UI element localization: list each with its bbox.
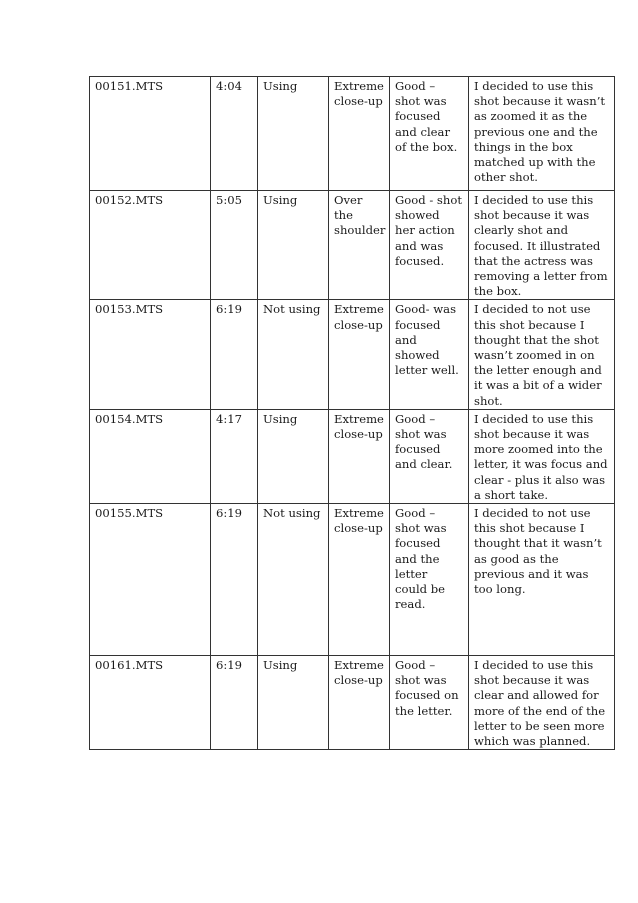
usage-status-cell: Not using (258, 504, 329, 656)
usage-status-cell: Using (258, 409, 329, 503)
file-name-cell: 00152.MTS (90, 191, 211, 300)
quality-cell: Good – shot was focused on the letter. (390, 656, 469, 750)
shot-type-cell: Extreme close-up (329, 504, 390, 656)
duration-cell: 6:19 (211, 504, 258, 656)
reason-cell: I decided to not use this shot because I thought that the shot wasn’t zoomed in on the letter enough and it was a bit of a wider shot. (469, 300, 615, 409)
table-row (90, 409, 615, 503)
duration-cell: 6:19 (211, 656, 258, 750)
duration-cell: 5:05 (211, 191, 258, 300)
table-row (90, 300, 615, 409)
quality-cell: Good – shot was focused and clear. (390, 409, 469, 503)
quality-cell: Good - shot showed her action and was focused. (390, 191, 469, 300)
usage-status-cell: Using (258, 191, 329, 300)
reason-cell: I decided to not use this shot because I thought that it wasn’t as good as the previous and it was too long. (469, 504, 615, 656)
quality-cell: Good- was focused and showed letter well. (390, 300, 469, 409)
file-name-cell: 00151.MTS (90, 77, 211, 191)
file-name-cell: 00155.MTS (90, 504, 211, 656)
quality-cell: Good – shot was focused and clear of the box. (390, 77, 469, 191)
shot-type-cell: Extreme close-up (329, 409, 390, 503)
reason-cell: I decided to use this shot because it wasn’t as zoomed it as the previous one and the things in the box matched up with the other shot. (469, 77, 615, 191)
footage-log-table (89, 76, 615, 750)
usage-status-cell: Using (258, 656, 329, 750)
table-row (90, 191, 615, 300)
usage-status-cell: Using (258, 77, 329, 191)
file-name-cell: 00154.MTS (90, 409, 211, 503)
reason-cell: I decided to use this shot because it was more zoomed into the letter, it was focus and clear - plus it also was a short take. (469, 409, 615, 503)
shot-type-cell: Over the shoulder (329, 191, 390, 300)
duration-cell: 6:19 (211, 300, 258, 409)
file-name-cell: 00161.MTS (90, 656, 211, 750)
table-row (90, 504, 615, 656)
usage-status-cell: Not using (258, 300, 329, 409)
table-row (90, 656, 615, 750)
shot-type-cell: Extreme close-up (329, 77, 390, 191)
shot-type-cell: Extreme close-up (329, 656, 390, 750)
table-row (90, 77, 615, 191)
shot-type-cell: Extreme close-up (329, 300, 390, 409)
file-name-cell: 00153.MTS (90, 300, 211, 409)
duration-cell: 4:17 (211, 409, 258, 503)
quality-cell: Good – shot was focused and the letter could be read. (390, 504, 469, 656)
reason-cell: I decided to use this shot because it was clearly shot and focused. It illustrated that the actress was removing a letter from the box. (469, 191, 615, 300)
duration-cell: 4:04 (211, 77, 258, 191)
reason-cell: I decided to use this shot because it was clear and allowed for more of the end of the letter to be seen more which was planned. (469, 656, 615, 750)
